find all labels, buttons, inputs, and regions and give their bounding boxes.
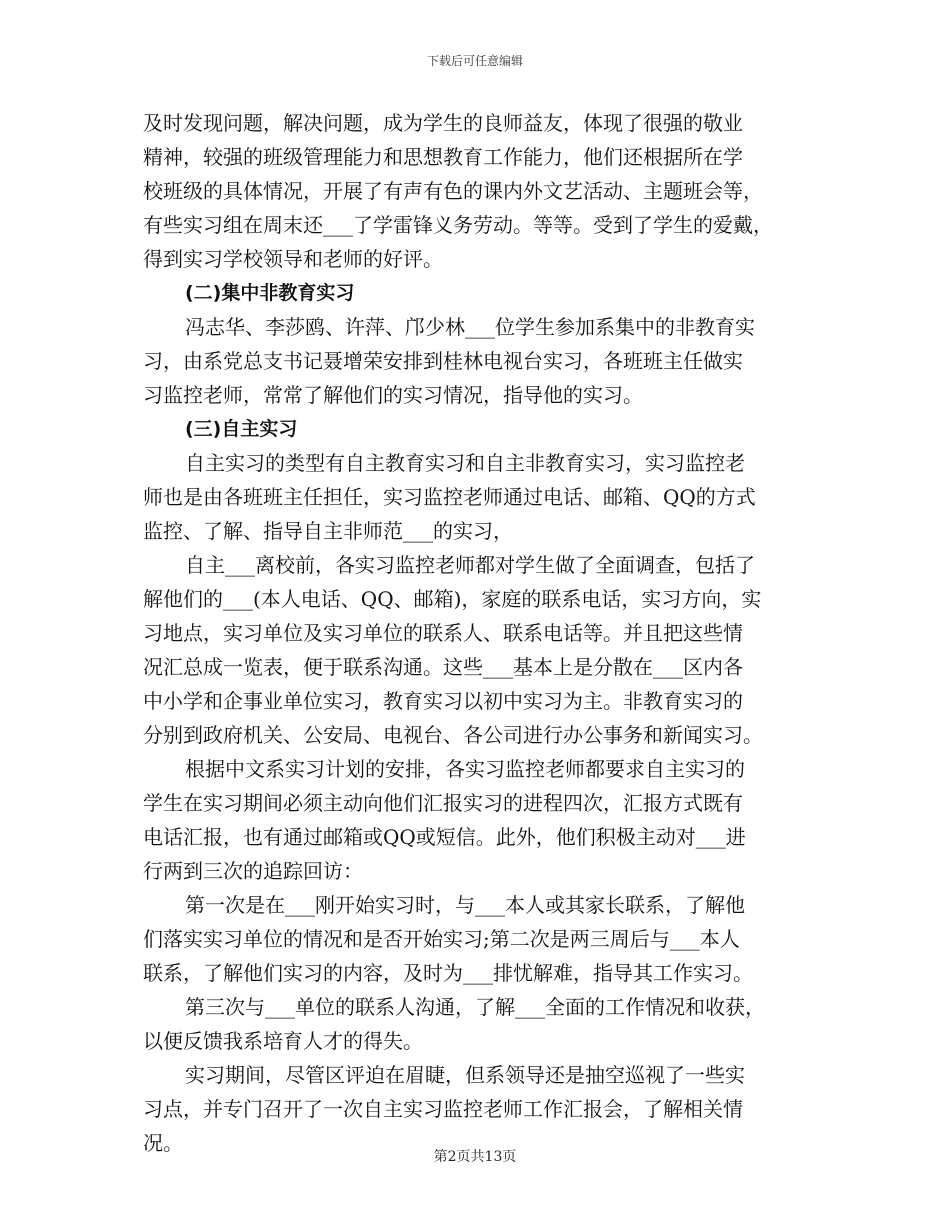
body-line: 习，由系党总支书记聂增荣安排到桂林电视台实习，各班班主任做实 [143,349,743,373]
body-line: 第三次与___单位的联系人沟通，了解___全面的工作情况和收获， [185,995,765,1019]
body-line: 况汇总成一览表，便于联系沟通。这些___基本上是分散在___区内各 [143,655,743,679]
body-line: 第一次是在___刚开始实习时，与___本人或其家长联系，了解他 [185,893,745,917]
page-header: 下载后可任意编辑 [426,54,523,68]
body-line: 习地点，实习单位及实习单位的联系人、联系电话等。并且把这些情 [143,621,743,645]
body-line: 有些实习组在周末还___了学雷锋义务劳动。等等。受到了学生的爱戴， [143,213,773,237]
body-line: 校班级的具体情况，开展了有声有色的课内外文艺活动、主题班会等， [143,179,763,203]
body-line: 及时发现问题，解决问题，成为学生的良师益友，体现了很强的敬业 [143,111,743,135]
section-heading-3: (三)自主实习 [185,418,298,440]
body-line: 学生在实习期间必须主动向他们汇报实习的进程四次，汇报方式既有 [143,791,743,815]
body-line: 监控、了解、指导自主非师范___的实习， [143,519,513,543]
body-line: 得到实习学校领导和老师的好评。 [143,247,443,271]
body-line: 解他们的___(本人电话、QQ、邮箱)，家庭的联系电话，实习方向，实 [143,587,762,611]
document-body [143,106,815,1160]
body-line: 电话汇报，也有通过邮箱或QQ或短信。此外，他们积极主动对___进 [143,825,746,849]
body-line: 分别到政府机关、公安局、电视台、各公司进行办公事务和新闻实习。 [143,723,763,747]
body-line: 自主实习的类型有自主教育实习和自主非教育实习，实习监控老 [185,451,745,475]
body-line: 况。 [143,1131,183,1155]
body-line: 行两到三次的追踪回访： [143,859,363,883]
body-line: 中小学和企事业单位实习，教育实习以初中实习为主。非教育实习的 [143,689,743,713]
page-footer: 第2页共13页 [433,1149,517,1165]
body-line: 习点，并专门召开了一次自主实习监控老师工作汇报会，了解相关情 [143,1097,743,1121]
body-line: 们落实实习单位的情况和是否开始实习;第二次是两三周后与___本人 [143,927,740,951]
section-heading-2: (二)集中非教育实习 [185,282,355,304]
body-line: 根据中文系实习计划的安排，各实习监控老师都要求自主实习的 [185,757,745,781]
body-line: 自主___离校前，各实习监控老师都对学生做了全面调查，包括了 [185,553,755,577]
body-line: 以便反馈我系培育人才的得失。 [143,1029,423,1053]
body-line: 联系，了解他们实习的内容，及时为___排忧解难，指导其工作实习。 [143,961,753,985]
body-line: 冯志华、李莎鸥、许萍、邝少林___位学生参加系集中的非教育实 [185,315,755,339]
body-line: 实习期间，尽管区评迫在眉睫，但系领导还是抽空巡视了一些实 [185,1063,745,1087]
body-line: 精神，较强的班级管理能力和思想教育工作能力，他们还根据所在学 [143,145,743,169]
body-line: 习监控老师，常常了解他们的实习情况，指导他的实习。 [143,383,643,407]
body-line: 师也是由各班班主任担任，实习监控老师通过电话、邮箱、QQ的方式 [143,485,756,509]
